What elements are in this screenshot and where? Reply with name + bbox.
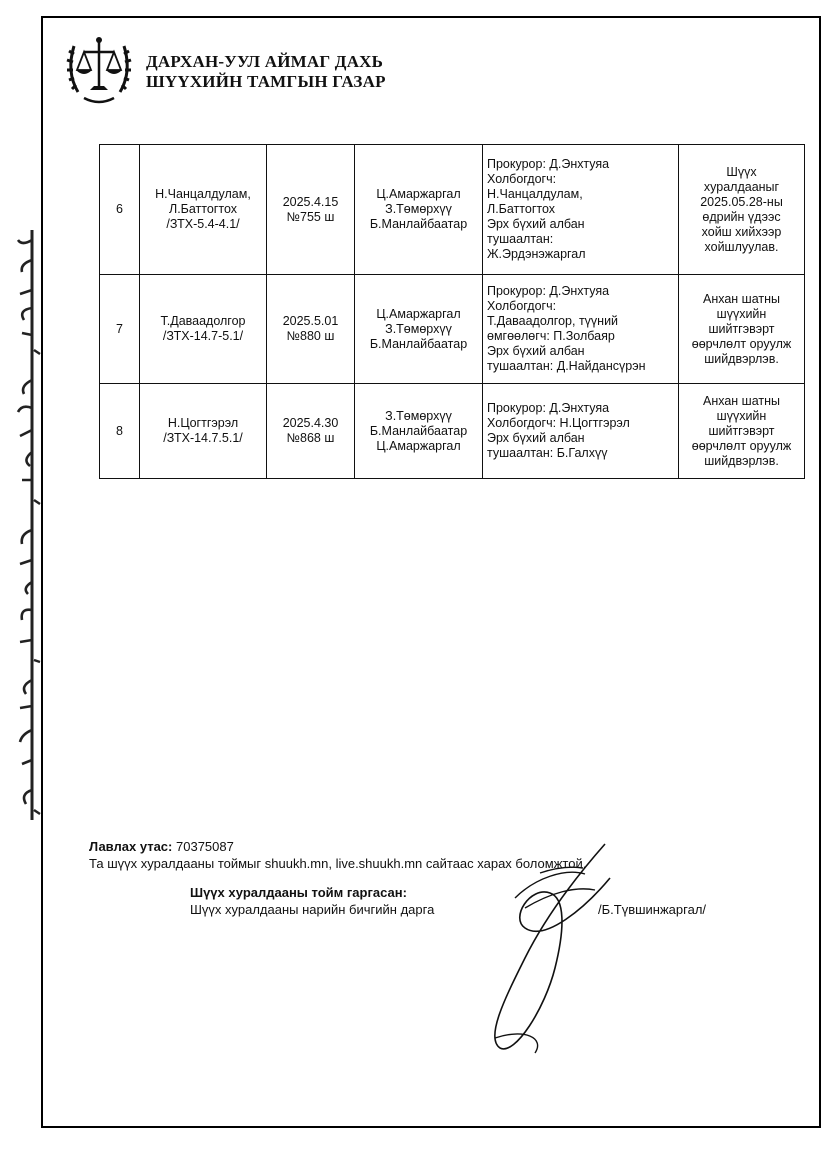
court-cases-table (99, 144, 805, 479)
result-cell-line: Анхан шатны (703, 393, 780, 408)
result-cell-line: өдрийн үдээс (702, 209, 781, 224)
participants-cell-line: Н.Чанцалдулам, (487, 187, 583, 201)
decision-number: №880 ш (286, 329, 335, 343)
participants-cell-line: Эрх бүхий албан (487, 431, 585, 445)
result-cell (679, 275, 805, 384)
judges-cell-line: Б.Манлайбаатар (369, 423, 468, 438)
compiled-by-name: /Б.Түвшинжаргал/ (598, 902, 707, 917)
compiled-by-title: Шүүх хуралдааны нарийн бичгийн дарга (190, 902, 435, 917)
participants-cell-line: Эрх бүхий албан (487, 344, 585, 358)
defendant-cell-line: /ЗТХ-14.7-5.1/ (162, 329, 244, 343)
participants-cell-line: Прокурор: Д.Энхтуяа (487, 401, 610, 415)
decision-number: №755 ш (286, 209, 335, 224)
participants-cell-line: Л.Баттогтох (487, 202, 556, 216)
result-cell-line: шүүхийн (716, 408, 767, 423)
phone-label: Лавлах утас: (89, 839, 173, 854)
defendant-cell-line: /ЗТХ-5.4-4.1/ (166, 217, 240, 231)
defendant-cell-line: /ЗТХ-14.7.5.1/ (163, 431, 243, 445)
result-cell-line: шийтгэвэрт (708, 423, 775, 438)
judges-cell-line: З.Төмөрхүү (385, 408, 452, 423)
judges-cell (355, 384, 483, 479)
case-number: 6 (100, 145, 140, 275)
participants-cell-line: өмгөөлөгч: П.Золбаяр (487, 329, 615, 343)
hearing-date: 2025.4.30 (282, 416, 339, 430)
result-cell-line: хойш хийхээр (701, 224, 782, 239)
table-row (100, 275, 805, 384)
participants-cell-line: Холбогдогч: Н.Цогтгэрэл (487, 416, 630, 430)
compiled-by-label: Шүүх хуралдааны тойм гаргасан: (190, 885, 407, 900)
date-cell (267, 384, 355, 479)
participants-cell-line: Прокурор: Д.Энхтуяа (487, 157, 610, 171)
court-name-line1: ДАРХАН-УУЛ АЙМАГ ДАХЬ (146, 52, 384, 71)
judges-cell-line: З.Төмөрхүү (385, 202, 452, 216)
table-row (100, 145, 805, 275)
judges-cell-line: Б.Манлайбаатар (369, 217, 468, 231)
court-name (146, 52, 386, 92)
decision-number: №868 ш (286, 431, 335, 445)
participants-cell-line: Эрх бүхий албан (487, 217, 585, 231)
judges-cell-line: Ц.Амаржаргал (376, 306, 461, 321)
result-cell-line: шийдвэрлэв. (704, 453, 779, 468)
participants-cell (483, 145, 679, 275)
scales-of-justice-emblem-icon (64, 32, 134, 108)
defendant-cell-line: Л.Баттогтох (168, 202, 238, 216)
result-cell-line: Шүүх (726, 164, 757, 179)
judges-cell-line: Ц.Амаржаргал (376, 187, 461, 201)
compiled-by-block (190, 884, 434, 918)
date-cell (267, 145, 355, 275)
participants-cell-line: Ж.Эрдэнэжаргал (487, 247, 586, 261)
participants-cell-line: тушаалтан: Б.Галхүү (487, 446, 608, 460)
cases-table-body (100, 145, 805, 479)
result-cell-line: хойшлуулав. (704, 239, 779, 254)
participants-cell-line: Прокурор: Д.Энхтуяа (487, 284, 610, 298)
defendant-cell-line: Н.Чанцалдулам, (155, 187, 251, 201)
case-number: 8 (100, 384, 140, 479)
date-cell (267, 275, 355, 384)
participants-cell (483, 384, 679, 479)
result-cell-line: шийдвэрлэв. (704, 351, 779, 366)
court-name-line2: ШҮҮХИЙН ТАМГЫН ГАЗАР (146, 72, 386, 91)
participants-cell-line: Холбогдогч: (487, 299, 557, 313)
participants-cell-line: тушаалтан: (487, 232, 554, 246)
participants-cell (483, 275, 679, 384)
result-cell-line: Анхан шатны (703, 291, 780, 306)
defendant-cell-line: Н.Цогтгэрэл (167, 416, 239, 430)
defendant-cell-line: Т.Даваадолгор (160, 314, 246, 328)
participants-cell-line: Холбогдогч: (487, 172, 557, 186)
website-note: Та шүүх хуралдааны тоймыг shuukh.mn, live.shuukh.mn сайтаас харах боломжтой. (89, 856, 587, 871)
mongolian-vertical-script (8, 230, 48, 820)
result-cell (679, 145, 805, 275)
judges-cell (355, 145, 483, 275)
hearing-date: 2025.4.15 (282, 194, 339, 209)
judges-cell-line: Б.Манлайбаатар (369, 336, 468, 351)
result-cell-line: шүүхийн (716, 306, 767, 321)
result-cell-line: өөрчлөлт оруулж (691, 336, 792, 351)
case-number: 7 (100, 275, 140, 384)
judges-cell (355, 275, 483, 384)
defendant-cell (140, 145, 267, 275)
hearing-date: 2025.5.01 (282, 314, 339, 328)
defendant-cell (140, 275, 267, 384)
result-cell-line: 2025.05.28-ны (700, 194, 783, 209)
judges-cell-line: Ц.Амаржаргал (376, 438, 461, 453)
phone-number: 70375087 (176, 839, 234, 854)
result-cell-line: хуралдааныг (703, 179, 780, 194)
result-cell (679, 384, 805, 479)
participants-cell-line: тушаалтан: Д.Найдансүрэн (487, 359, 646, 373)
handwritten-signature (455, 838, 645, 1058)
judges-cell-line: З.Төмөрхүү (385, 321, 452, 336)
result-cell-line: өөрчлөлт оруулж (691, 438, 792, 453)
defendant-cell (140, 384, 267, 479)
table-row (100, 384, 805, 479)
participants-cell-line: Т.Даваадолгор, түүний (487, 314, 619, 328)
result-cell-line: шийтгэвэрт (708, 321, 775, 336)
